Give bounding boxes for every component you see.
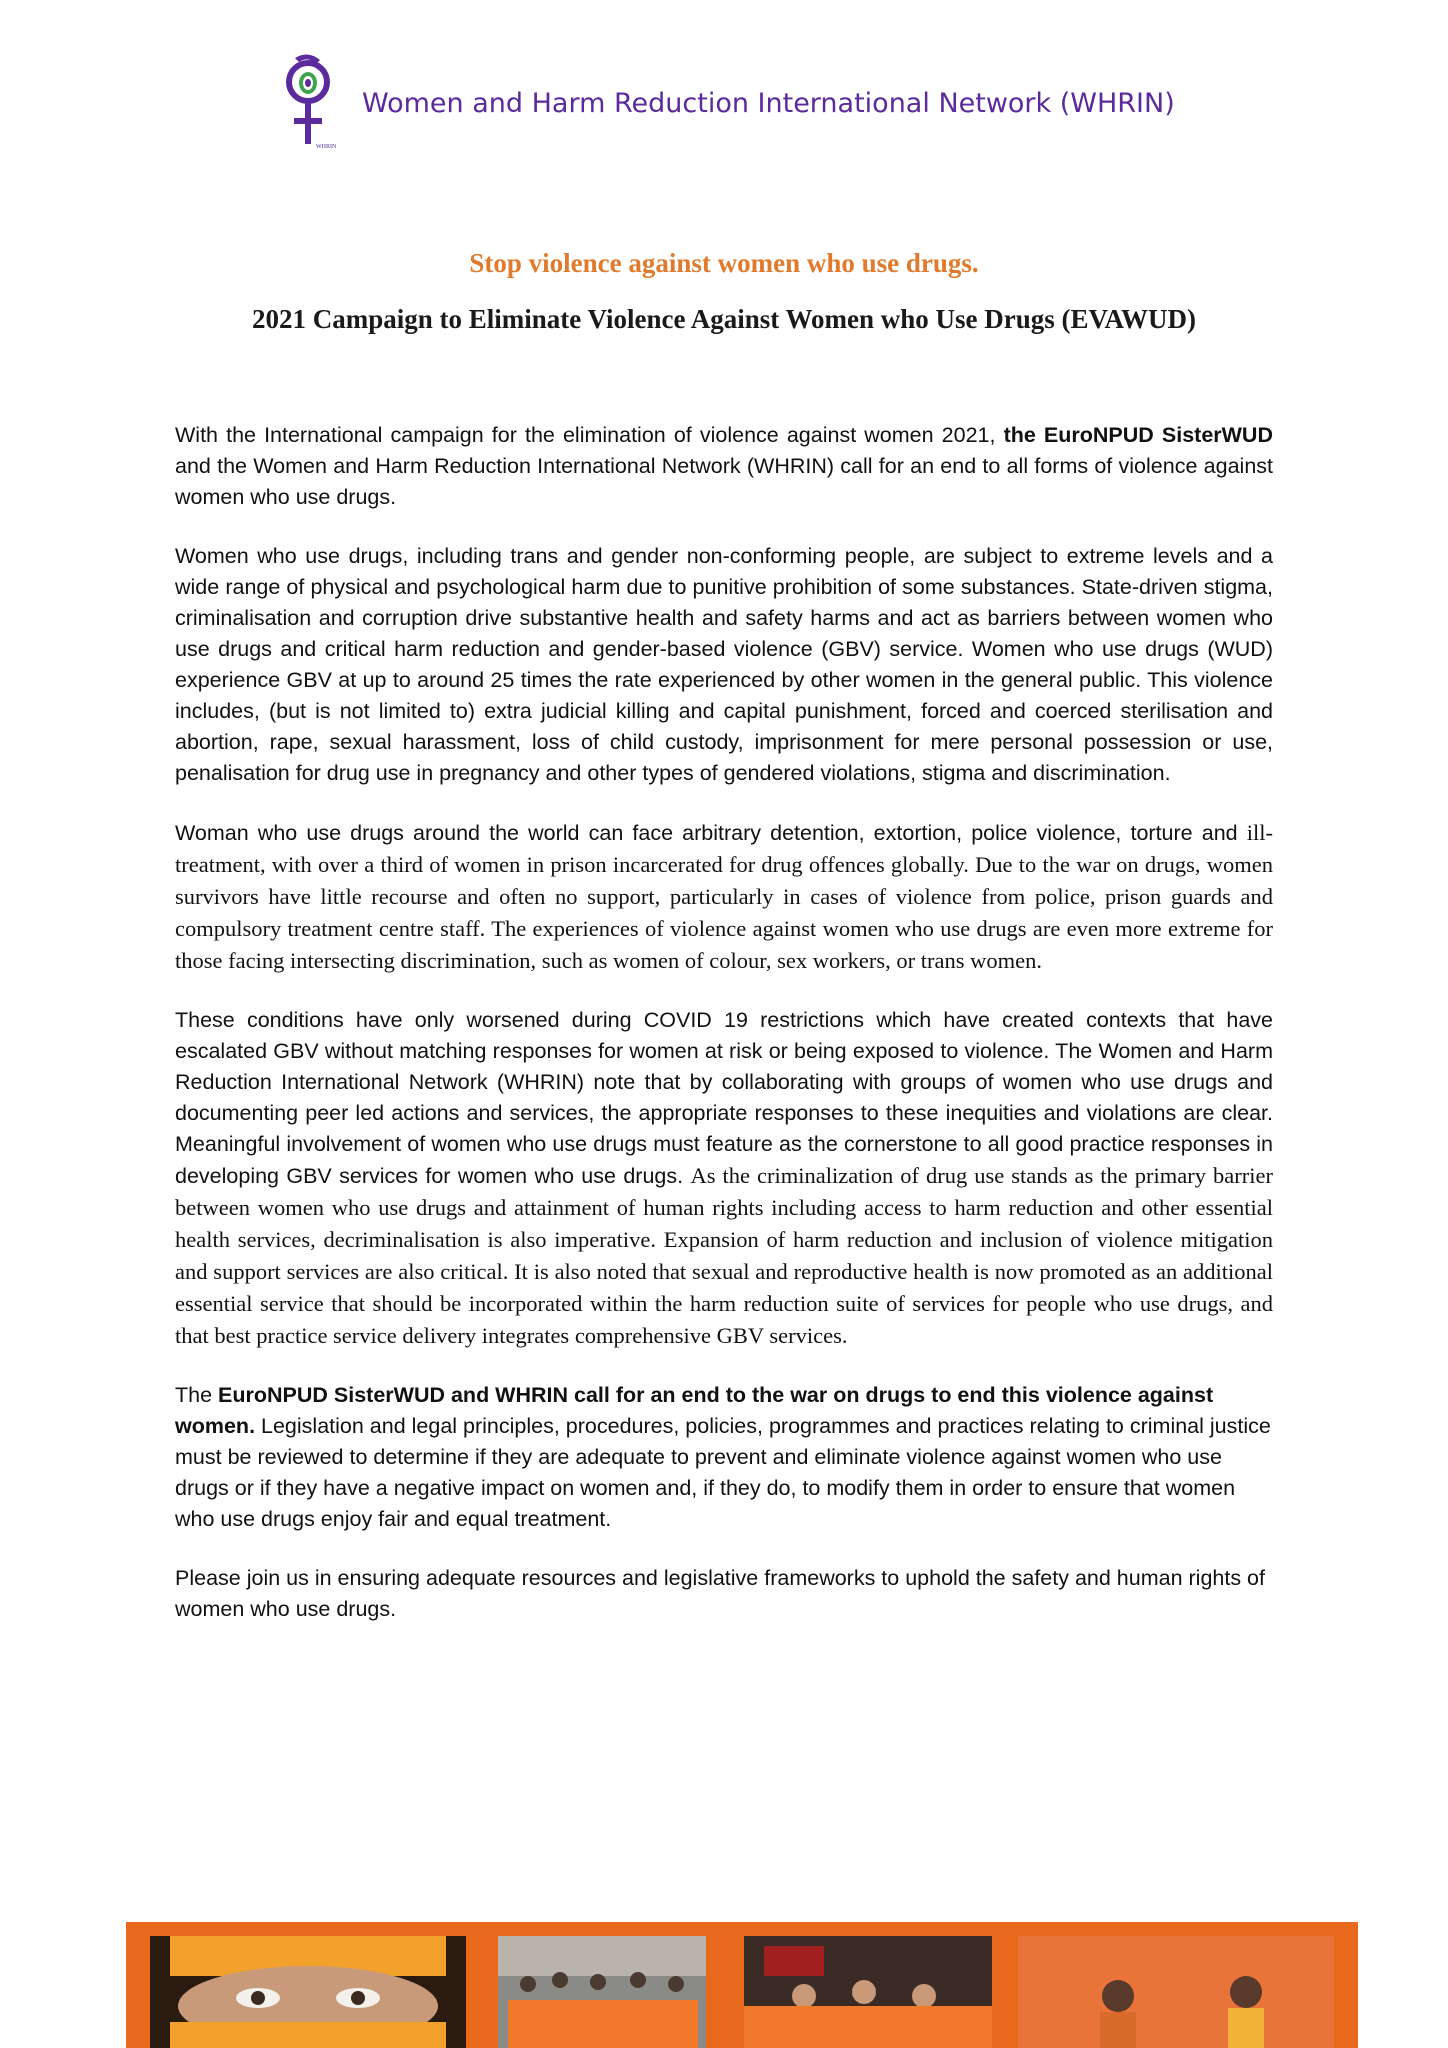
bold-org-name: the EuroNPUD SisterWUD [1003,423,1273,447]
paragraph-5: The EuroNPUD SisterWUD and WHRIN call for an end to the war on drugs to end this violence against women. Legislation and legal principles, procedures, policies, programmes and practices relating to criminal justice must be reviewed to determine if they are adequate to prevent and eliminate violence against women who use drugs or if they have a negative impact on women and, if they do, to modify them in order to ensure that women who use drugs enjoy fair and equal treatment. [175,1383,1271,1531]
letter-body [175,420,1273,1653]
org-name: Women and Harm Reduction International Network (WHRIN) [362,88,1175,119]
svg-text:WHRIN: WHRIN [316,144,337,150]
photo-street-march [498,1936,706,2048]
paragraph-4: These conditions have only worsened during COVID 19 restrictions which have created contexts that have escalated GBV without matching responses for women at risk or being exposed to violence. The Women and Harm Reduction International Network (WHRIN) note that by collaborating with groups of women who use drugs and documenting peer led actions and services, the appropriate responses to these inequities and violations are clear. Meaningful involvement of women who use drugs must feature as the cornerstone to all good practice responses in developing GBV services for women who use drugs. As the criminalization of drug use stands as the primary barrier between women who use drugs and attainment of human rights including access to harm reduction and other essential health services, decriminalisation is also imperative. Expansion of harm reduction and inclusion of violence mitigation and support services are also critical. It is also noted that sexual and reproductive health is now promoted as an additional essential service that should be incorporated within the harm reduction suite of services for people who use drugs, and that best practice service delivery integrates comprehensive GBV services. [175,1008,1273,1348]
photo-strip [126,1922,1358,2048]
header [286,52,1186,152]
paragraph-2: Women who use drugs, including trans and gender non-conforming people, are subject to extreme levels and a wide range of physical and psychological harm due to punitive prohibition of some substances. State-driven stigma, criminalisation and corruption drive substantive health and safety harms and act as barriers between women who use drugs and critical harm reduction and gender-based violence (GBV) service. Women who use drugs (WUD) experience GBV at up to around 25 times the rate experienced by other women in the general public. This violence includes, (but is not limited to) extra judicial killing and capital punishment, forced and coerced sterilisation and abortion, rape, sexual harassment, loss of child custody, imprisonment for mere personal possession or use, penalisation for drug use in pregnancy and other types of gendered violations, stigma and discrimination. [175,544,1273,785]
photo-women-orange [1018,1936,1334,2048]
bold-call-to-action: EuroNPUD SisterWUD and WHRIN call for an end to the war on drugs to end this violence against women. [175,1383,1214,1438]
photo-woman-face [150,1936,466,2048]
paragraph-3: Woman who use drugs around the world can face arbitrary detention, extortion, police violence, torture and ill-treatment, with over a third of women in prison incarcerated for drug offences globally. Due to the war on drugs, women survivors have little recourse and often no support, particularly in cases of violence from police, prison guards and compulsory treatment centre staff. The experiences of violence against women who use drugs are even more extreme for those facing intersecting discrimination, such as women of colour, sex workers, or trans women. [175,820,1273,973]
tagline: Stop violence against women who use drugs. [469,248,979,278]
photo-group-banner [744,1936,992,2048]
paragraph-6: Please join us in ensuring adequate resources and legislative frameworks to uphold the safety and human rights of women who use drugs. [175,1566,1265,1621]
campaign-title: 2021 Campaign to Eliminate Violence Against Women who Use Drugs (EVAWUD) [251,304,1197,334]
whrin-logo [286,52,340,152]
paragraph-1: With the International campaign for the elimination of violence against women 2021, the EuroNPUD SisterWUD and the Women and Harm Reduction International Network (WHRIN) call for an end to all forms of violence against women who use drugs. [175,423,1273,509]
